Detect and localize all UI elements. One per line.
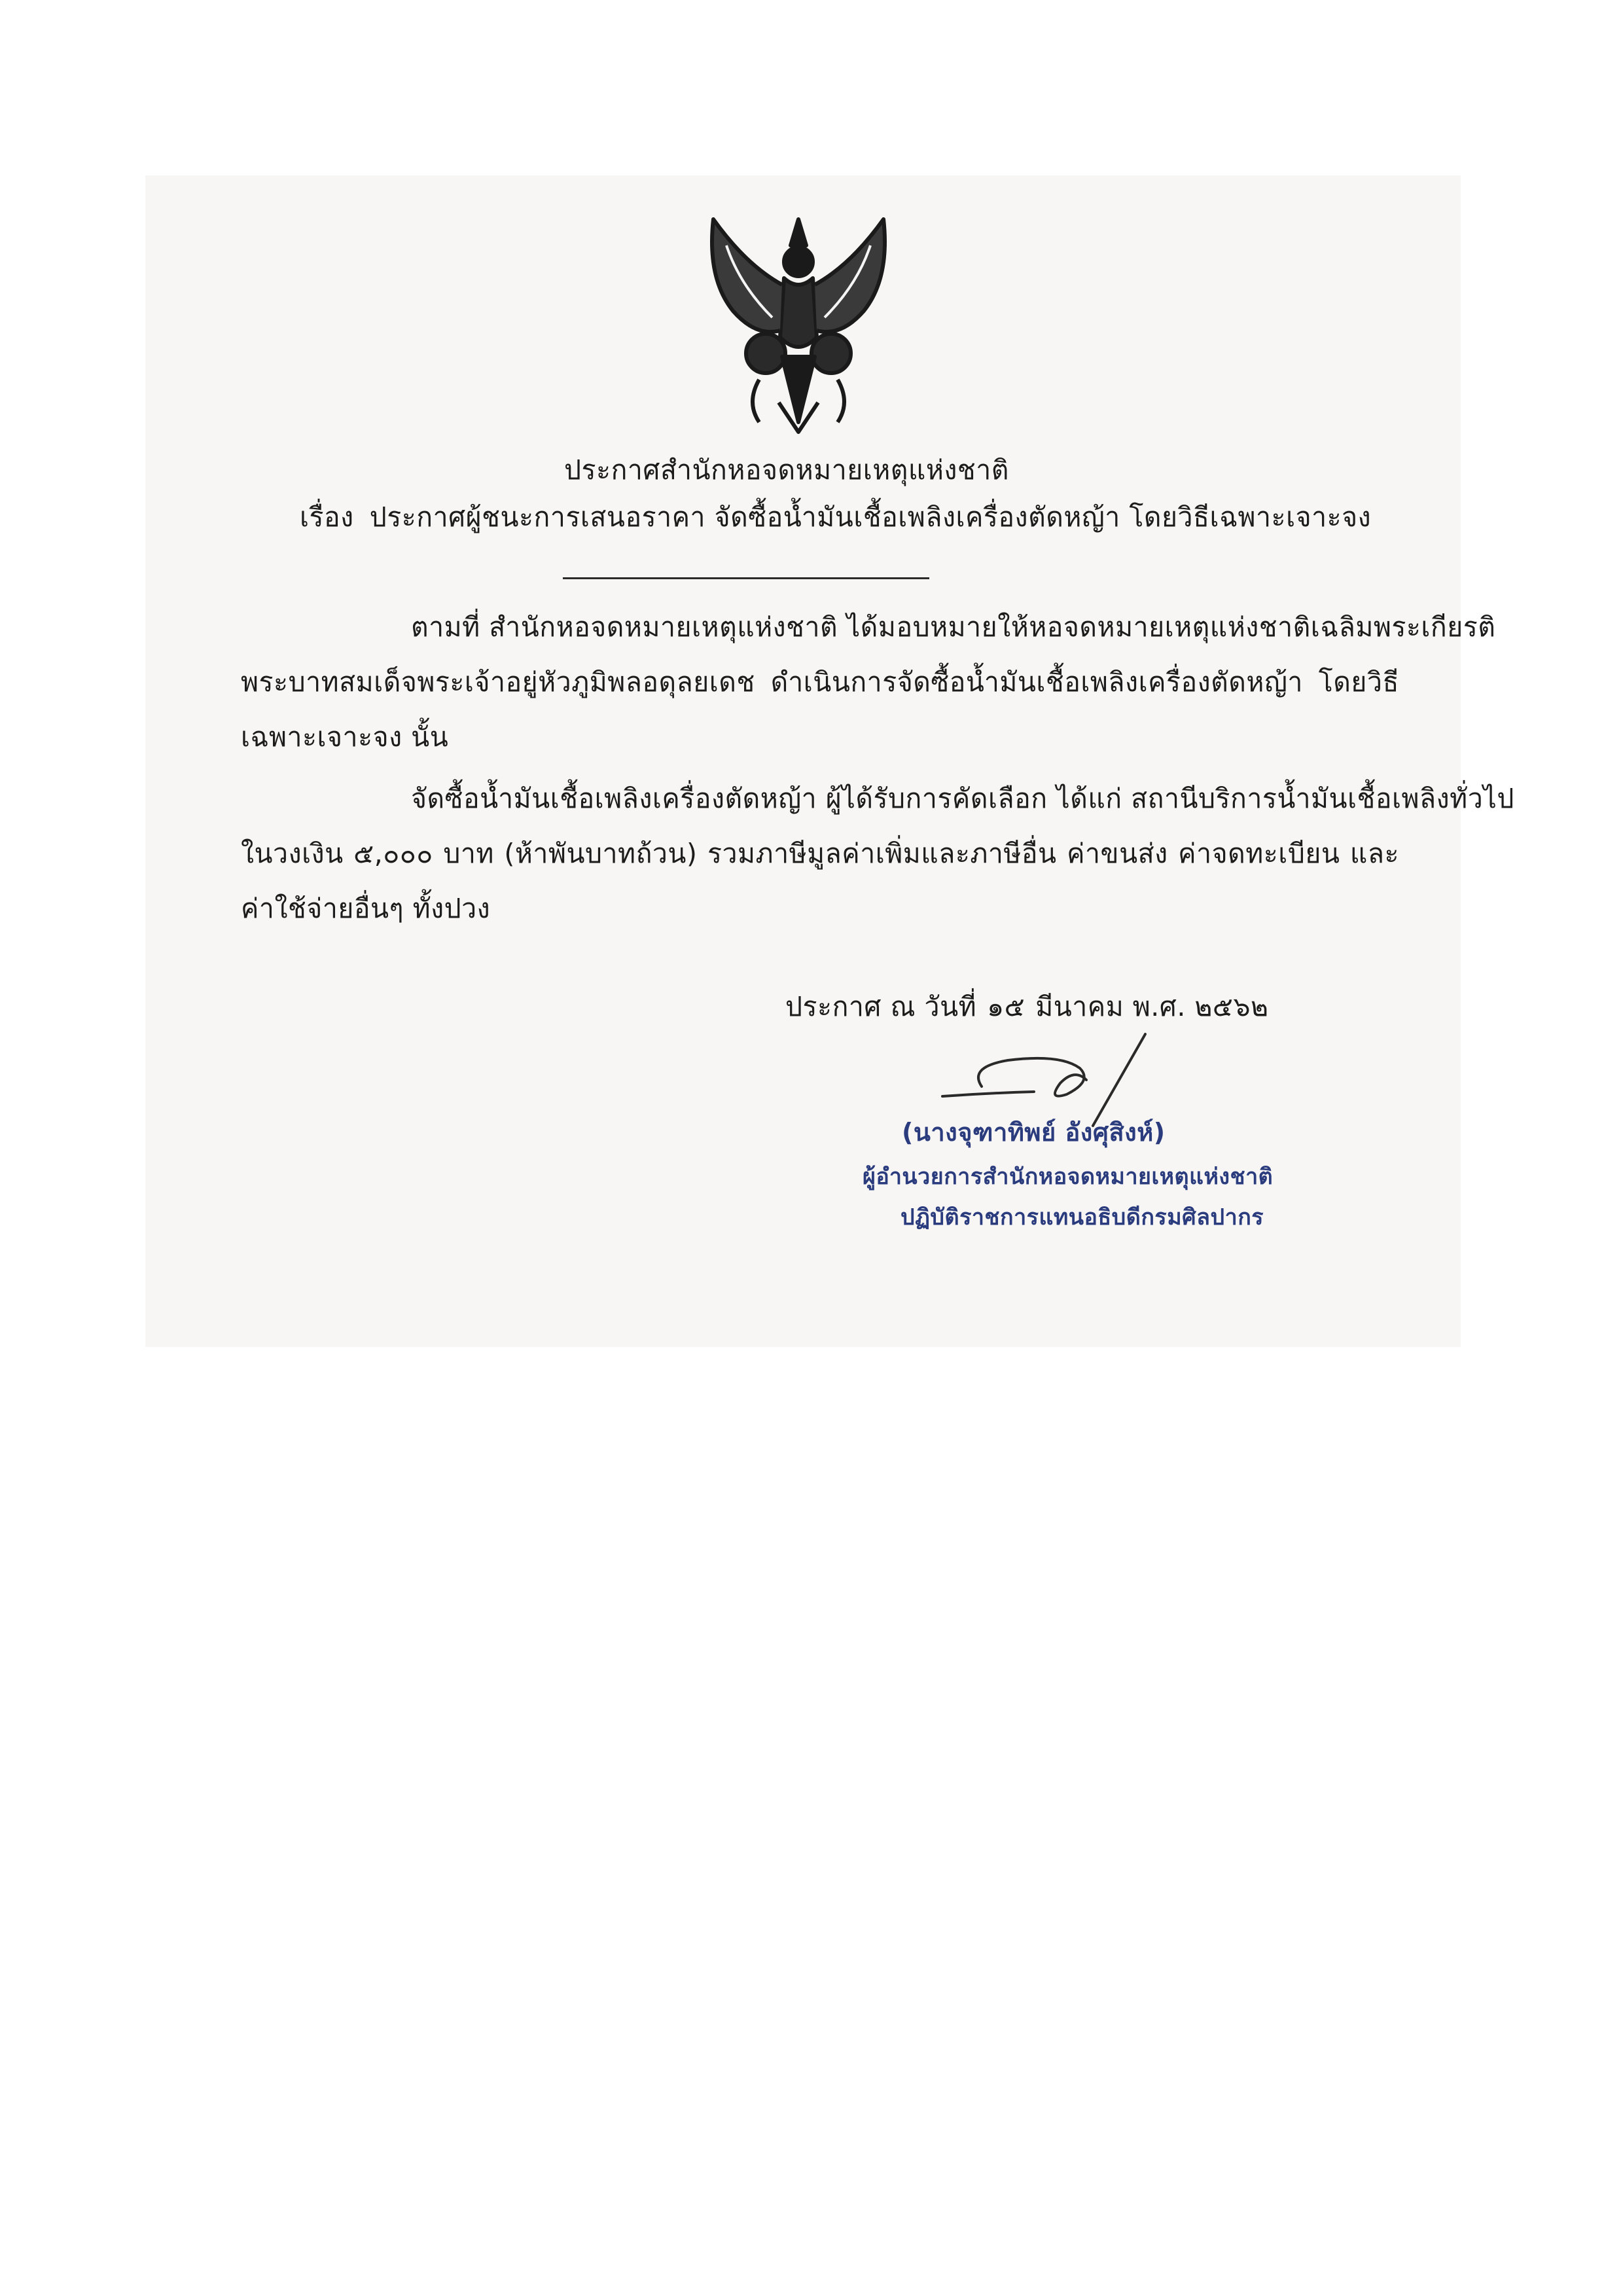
date-month-year: มีนาคม พ.ศ. ๒๕๖๒: [1035, 991, 1269, 1022]
paragraph1-line3: เฉพาะเจาะจง นั้น: [241, 721, 449, 753]
title-divider: [563, 577, 929, 579]
date-day: ๑๕: [987, 991, 1026, 1022]
subject-text: ประกาศผู้ชนะการเสนอราคา จัดซื้อน้ำมันเชื้อเพลิงเครื่องตัดหญ้า โดยวิธีเฉพาะเจาะจง: [369, 501, 1372, 533]
signatory-name: (นางจุฑาทิพย์ อังศุสิงห์): [902, 1118, 1166, 1147]
paragraph1-line1: ตามที่ สำนักหอจดหมายเหตุแห่งชาติ ได้มอบหมายให้หอจดหมายเหตุแห่งชาติเฉลิมพระเกียรติ: [411, 611, 1496, 643]
paragraph1-line2: พระบาทสมเด็จพระเจ้าอยู่หัวภูมิพลอดุลยเดช ดำเนินการจัดซื้อน้ำมันเชื้อเพลิงเครื่องตัดหญ้า โดยวิธี: [241, 666, 1399, 698]
paragraph2-line1: จัดซื้อน้ำมันเชื้อเพลิงเครื่องตัดหญ้า ผู้ได้รับการคัดเลือก ได้แก่ สถานีบริการน้ำมันเชื้อเพลิงทั่วไป: [411, 783, 1514, 814]
signatory-position-line1: ผู้อำนวยการสำนักหอจดหมายเหตุแห่งชาติ: [863, 1164, 1274, 1190]
subject-line: [300, 497, 1371, 537]
signatory-position-line2: ปฏิบัติราชการแทนอธิบดีกรมศิลปากร: [901, 1204, 1264, 1230]
paragraph2-line2: ในวงเงิน ๕,๐๐๐ บาท (ห้าพันบาทถ้วน) รวมภาษีมูลค่าเพิ่มและภาษีอื่น ค่าขนส่ง ค่าจดทะเบียน และ: [241, 838, 1399, 869]
date-prefix: ประกาศ ณ วันที่: [785, 991, 977, 1022]
garuda-emblem: [668, 206, 929, 442]
announcement-date: [785, 987, 1279, 1026]
subject-label: เรื่อง: [300, 501, 354, 533]
document-title: ประกาศสำนักหอจดหมายเหตุแห่งชาติ: [564, 454, 1009, 486]
paragraph2-line3: ค่าใช้จ่ายอื่นๆ ทั้งปวง: [241, 893, 491, 924]
